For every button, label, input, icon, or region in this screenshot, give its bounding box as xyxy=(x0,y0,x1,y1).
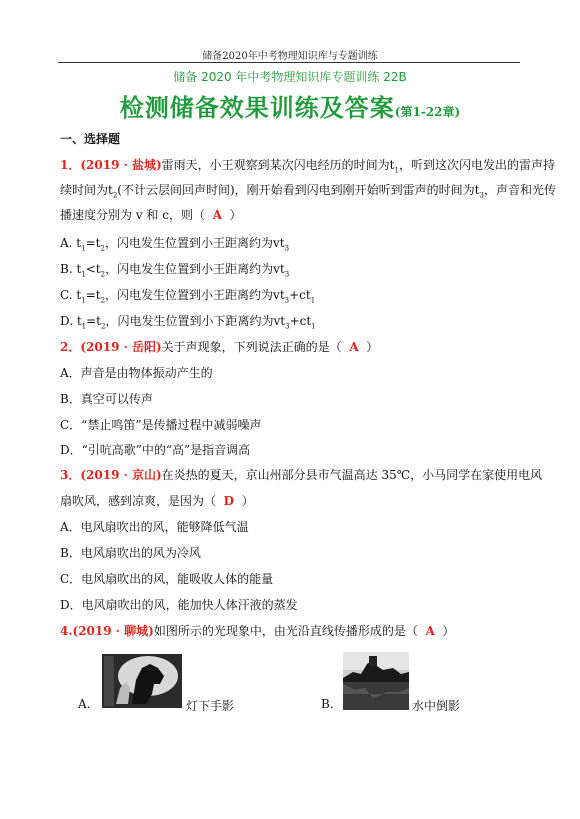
opt-sub: 2 xyxy=(100,270,106,279)
opt-sub: 3 xyxy=(284,270,290,279)
document-title xyxy=(0,88,580,123)
q1-text-3: 播速度分别为 v 和 c，则（ xyxy=(60,208,205,222)
opt-sub: 3 xyxy=(285,322,290,331)
q1-text-2b: (不计云层间回声时间)，刚开始看到闪电到刚开始听到雷声的时间为t xyxy=(117,183,480,197)
opt-text: =t xyxy=(86,314,102,328)
q3-option-b: B．电风扇吹出的风为冷风 xyxy=(60,546,201,560)
header-rule xyxy=(58,62,520,63)
q2-answer: A xyxy=(349,340,359,354)
q1-sub: 3 xyxy=(479,191,484,200)
q1-option-a xyxy=(60,236,289,255)
opt-text: C. t xyxy=(60,288,82,302)
q4-caption-a: 灯下手影 xyxy=(186,699,235,713)
q3-text-2: 扇吹风，感到凉爽，是因为（ xyxy=(60,494,217,508)
opt-sub: 1 xyxy=(81,296,86,305)
hand-shadow-image xyxy=(102,654,182,708)
opt-text: <t xyxy=(85,262,101,276)
opt-sub: 3 xyxy=(284,244,290,253)
opt-text: ，闪电发生位置到小王距离约为vt xyxy=(105,262,285,276)
q1-option-c xyxy=(60,288,315,307)
q2-option-d: D．“引吭高歌”中的“高”是指音调高 xyxy=(60,443,251,457)
opt-text: ，闪电发生位置到小王距离约为vt xyxy=(105,288,285,302)
q4-option-a-label: A. xyxy=(78,697,91,711)
document-subtitle: 储备 2020 年中考物理知识库专题训练 22B xyxy=(173,70,407,84)
opt-sub: 1 xyxy=(81,244,86,253)
opt-sub: 2 xyxy=(101,322,106,331)
q2-source: (2019 · 岳阳) xyxy=(80,340,162,354)
q1-text-2c: ，声音和光传 xyxy=(483,183,556,197)
q1-line-1 xyxy=(60,158,555,177)
water-reflection-icon xyxy=(343,652,409,710)
q1-answer: A xyxy=(212,208,222,222)
q1-source: (2019 · 盐城) xyxy=(80,158,162,172)
opt-sub: 2 xyxy=(100,244,105,253)
q4-number: 4. xyxy=(60,624,73,638)
q1-line-2 xyxy=(60,183,556,202)
q2-stem xyxy=(60,340,378,354)
hand-shadow-icon xyxy=(102,654,182,708)
q4-stem xyxy=(60,624,454,638)
q1-option-b xyxy=(60,262,289,281)
q3-option-a: A．电风扇吹出的风，能够降低气温 xyxy=(60,520,249,534)
q2-option-b: B．真空可以传声 xyxy=(60,392,153,406)
opt-text: A. t xyxy=(60,236,82,250)
opt-text: ，闪电发生位置到小下距离约为vt xyxy=(105,314,286,328)
q2-bracket: ） xyxy=(366,340,379,354)
q4-text: 如图所示的光现象中，由光沿直线传播形成的是（ xyxy=(153,624,418,638)
opt-text: +ct xyxy=(289,314,312,328)
opt-sub: 2 xyxy=(100,296,106,305)
q4-source: (2019 · 聊城) xyxy=(72,624,154,638)
opt-sub: 3 xyxy=(284,296,290,305)
q4-caption-b: 水中倒影 xyxy=(412,699,461,713)
opt-sub: 1 xyxy=(81,322,87,331)
title-text: 检测储备效果训练及答案 xyxy=(119,93,395,122)
q1-number: 1． xyxy=(60,158,81,172)
q3-line-1 xyxy=(60,468,542,482)
q1-sub: 1 xyxy=(394,166,399,175)
q1-bracket: ） xyxy=(229,208,242,222)
q3-line-2 xyxy=(60,494,254,508)
running-header: 储备2020年中考物理知识库与专题训练 xyxy=(202,51,378,62)
q2-number: 2． xyxy=(60,340,81,354)
q1-text-2: 续时间为t xyxy=(60,183,113,197)
opt-sub: 1 xyxy=(311,322,316,331)
q2-text: 关于声现象，下列说法正确的是（ xyxy=(161,340,342,354)
opt-text: ，闪电发生位置到小王距离约为vt xyxy=(104,236,285,250)
opt-text: D. t xyxy=(60,314,82,328)
opt-text: =t xyxy=(85,288,101,302)
q3-bracket: ） xyxy=(241,494,254,508)
opt-text: +ct xyxy=(289,288,311,302)
q3-text-1: 在炎热的夏天，京山州部分县市气温高达 35℃，小马同学在家使用电风 xyxy=(161,468,543,482)
q1-sub: 2 xyxy=(112,191,118,200)
q4-answer: A xyxy=(425,624,435,638)
q3-source: (2019 · 京山) xyxy=(80,468,162,482)
q1-line-3 xyxy=(60,208,242,222)
section-heading: 一、选择题 xyxy=(60,132,121,146)
q1-text-1: 雷雨天，小王观察到某次闪电经历的时间为t xyxy=(161,158,395,172)
water-reflection-image xyxy=(343,652,409,710)
q2-option-c: C．“禁止鸣笛”是传播过程中减弱噪声 xyxy=(60,418,262,432)
q3-option-c: C．电风扇吹出的风，能吸收人体的能量 xyxy=(60,572,274,586)
title-suffix: (第1-22章) xyxy=(394,105,461,119)
q2-option-a: A．声音是由物体振动产生的 xyxy=(60,366,213,380)
q3-number: 3． xyxy=(60,468,81,482)
q1-text-1b: ，听到这次闪电发出的雷声持 xyxy=(398,158,555,172)
opt-sub: 1 xyxy=(310,296,316,305)
q3-option-d: D．电风扇吹出的风，能加快人体汗液的蒸发 xyxy=(60,598,298,612)
q1-option-d xyxy=(60,314,316,333)
opt-text: =t xyxy=(85,236,101,250)
opt-text: B. t xyxy=(60,262,82,276)
q4-bracket: ） xyxy=(442,624,455,638)
q4-option-b-label: B. xyxy=(321,697,334,711)
opt-sub: 1 xyxy=(81,270,86,279)
q3-answer: D xyxy=(223,494,235,508)
